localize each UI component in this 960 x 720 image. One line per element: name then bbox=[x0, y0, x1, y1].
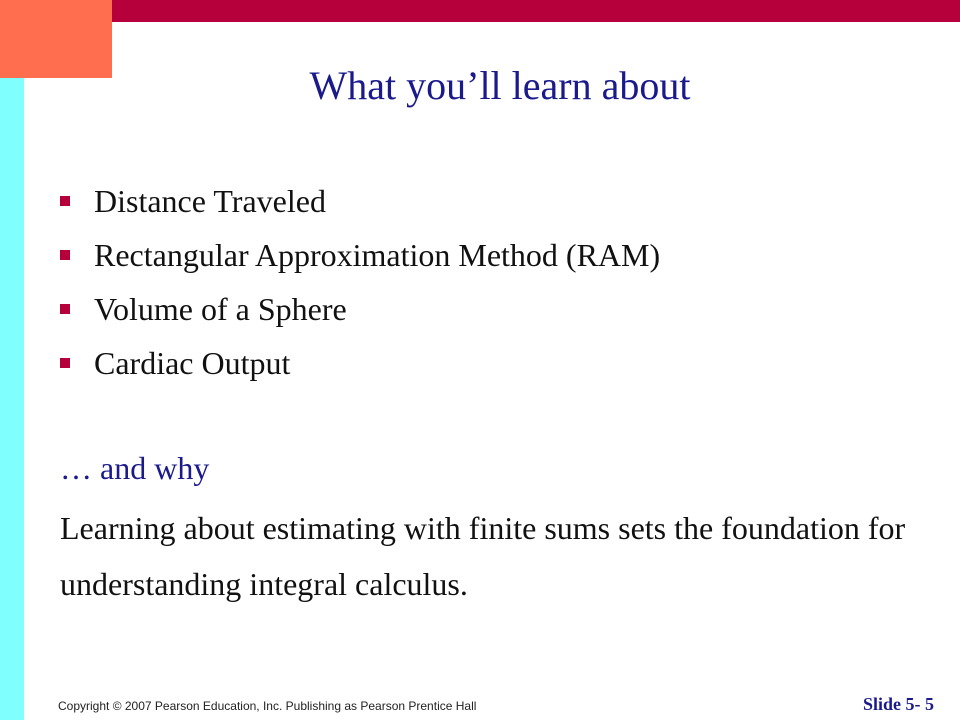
top-accent-bar bbox=[0, 0, 960, 22]
bullet-item bbox=[60, 282, 660, 336]
why-heading: … and why bbox=[60, 450, 210, 486]
bullet-label: Cardiac Output bbox=[94, 344, 291, 381]
square-bullet-icon bbox=[60, 304, 70, 314]
square-bullet-icon bbox=[60, 358, 70, 368]
left-accent-bar bbox=[0, 78, 24, 720]
slide-title: What you’ll learn about bbox=[309, 63, 691, 108]
bullet-label: Volume of a Sphere bbox=[94, 290, 347, 327]
bullet-list bbox=[60, 174, 660, 390]
bullet-item bbox=[60, 174, 660, 228]
slide-number: Slide 5- 5 bbox=[862, 694, 934, 714]
bullet-label: Rectangular Approximation Method (RAM) bbox=[94, 236, 661, 273]
bullet-item bbox=[60, 336, 660, 390]
square-bullet-icon bbox=[60, 196, 70, 206]
copyright-notice: Copyright © 2007 Pearson Education, Inc. Publishing as Pearson Prentice Hall bbox=[58, 699, 477, 713]
bullet-item bbox=[60, 228, 660, 282]
square-bullet-icon bbox=[60, 250, 70, 260]
bullet-label: Distance Traveled bbox=[94, 182, 326, 219]
why-body-text: Learning about estimating with finite sums sets the foundation for understanding integral calculus. bbox=[60, 510, 906, 602]
